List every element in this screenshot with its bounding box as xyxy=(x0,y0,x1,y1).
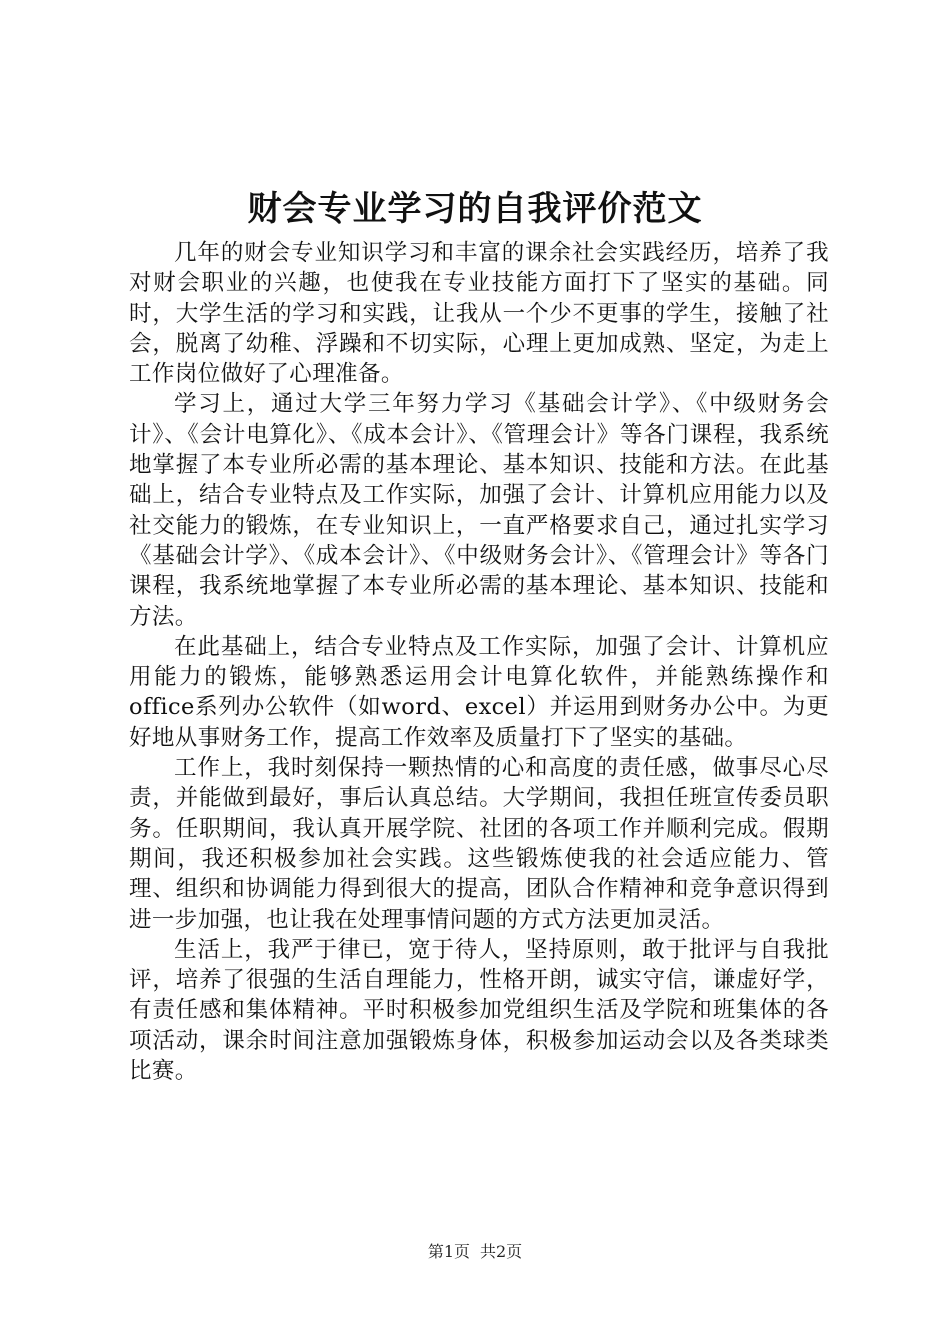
paragraph-study: 学习上，通过大学三年努力学习《基础会计学》、《中级财务会计》、《会计电算化》、《成本会计》、《管理会计》等各门课程，我系统地掌握了本专业所必需的基本理论、基本知识、技能和方法。在此基础上，结合专业特点及工作实际，加强了会计、计算机应用能力以及社交能力的锻炼，在专业知识上，一直严格要求自己，通过扎实学习《基础会计学》、《成本会计》、《中级财务会计》、《管理会计》等各门课程，我系统地掌握了本专业所必需的基本理论、基本知识、技能和方法。 xyxy=(129,391,829,630)
document-body xyxy=(129,238,829,1086)
paragraph-work: 工作上，我时刻保持一颗热情的心和高度的责任感，做事尽心尽责，并能做到最好，事后认真总结。大学期间，我担任班宣传委员职务。任职期间，我认真开展学院、社团的各项工作并顺利完成。假期期间，我还积极参加社会实践。这些锻炼使我的社会适应能力、管理、组织和协调能力得到很大的提高，团队合作精神和竞争意识得到进一步加强，也让我在处理事情问题的方式方法更加灵活。 xyxy=(129,755,829,933)
paragraph-skills: 在此基础上，结合专业特点及工作实际，加强了会计、计算机应用能力的锻炼，能够熟悉运用会计电算化软件，并能熟练操作和office系列办公软件（如word、excel）并运用到财务办公中。为更好地从事财务工作，提高工作效率及质量打下了坚实的基础。 xyxy=(129,633,829,751)
page-total: 共2页 xyxy=(480,1242,523,1261)
paragraph-life: 生活上，我严于律已，宽于待人，坚持原则，敢于批评与自我批评，培养了很强的生活自理能力，性格开朗，诚实守信，谦虚好学，有责任感和集体精神。平时积极参加党组织生活及学院和班集体的各项活动，课余时间注意加强锻炼身体，积极参加运动会以及各类球类比赛。 xyxy=(129,936,829,1085)
page-number: 第1页 xyxy=(427,1242,470,1261)
document-title: 财会专业学习的自我评价范文 xyxy=(247,189,703,229)
page-footer xyxy=(0,1240,950,1264)
paragraph-intro: 几年的财会专业知识学习和丰富的课余社会实践经历，培养了我对财会职业的兴趣，也使我在专业技能方面打下了坚实的基础。同时，大学生活的学习和实践，让我从一个少不更事的学生，接触了社会，脱离了幼稚、浮躁和不切实际，心理上更加成熟、坚定，为走上工作岗位做好了心理准备。 xyxy=(129,240,829,388)
